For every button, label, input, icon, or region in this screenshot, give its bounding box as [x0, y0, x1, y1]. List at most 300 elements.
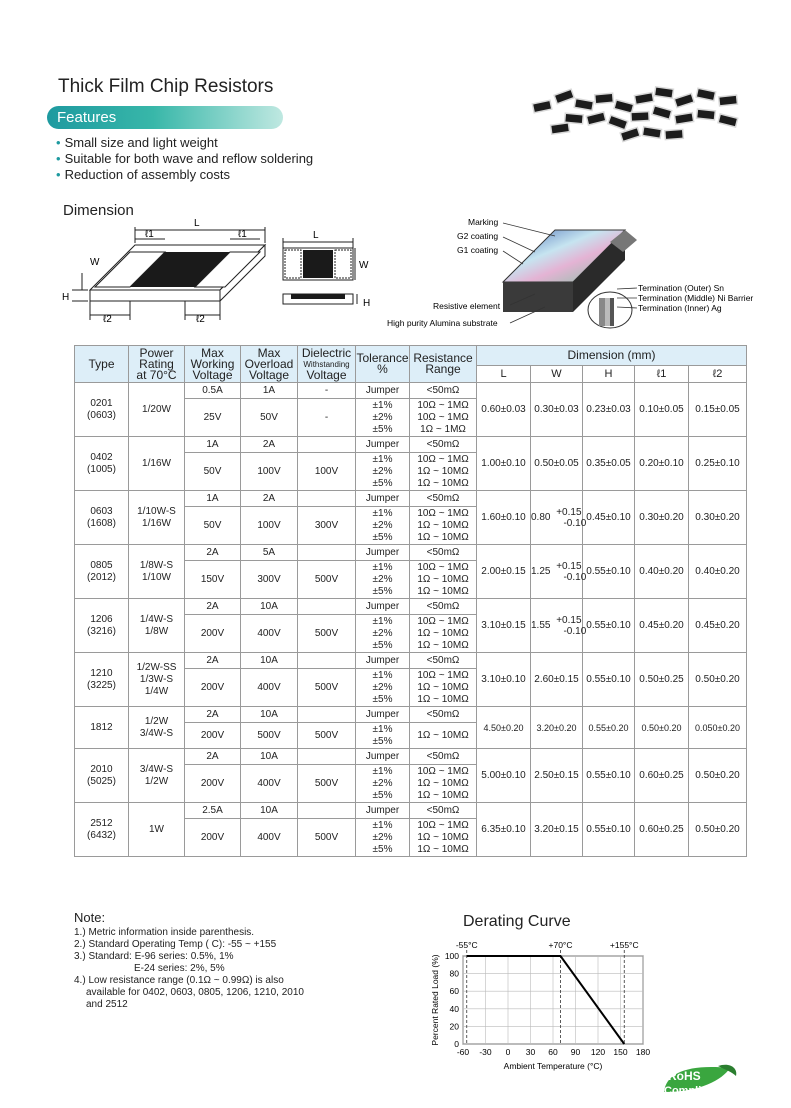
annotation-label: +155°C	[609, 940, 639, 950]
cell-line: 1Ω ~ 10MΩ	[417, 681, 469, 693]
l2-label-left: ℓ2	[103, 314, 112, 325]
cell-res-range	[410, 453, 477, 491]
x-tick-label: 120	[590, 1047, 606, 1057]
cell-res-tol	[356, 723, 410, 749]
cell-dim: 3.10±0.10	[477, 653, 531, 707]
rohs-badge	[660, 1062, 740, 1100]
cell-line: 1Ω ~ 10MΩ	[417, 831, 469, 843]
y-tick-label: 60	[449, 986, 459, 997]
dim-W-tol-minus: -0.10	[563, 571, 587, 583]
cell-dim: 0.40±0.20	[689, 545, 747, 599]
cell-res-range	[410, 819, 477, 857]
y-tick-label: 80	[449, 968, 459, 979]
cell-line: 10Ω ~ 1MΩ	[417, 399, 469, 411]
cell-line: 1/16W	[142, 517, 171, 529]
cell-res-tol	[356, 453, 410, 491]
cell-jumper-range: <50mΩ	[410, 707, 477, 723]
cell-jumper-mov: 10A	[241, 707, 298, 723]
cell-jumper-tol: Jumper	[356, 749, 410, 765]
cell-jumper-tol: Jumper	[356, 545, 410, 561]
cell-res-dwv: 500V	[298, 669, 356, 707]
cell-line: 1210	[90, 667, 113, 679]
W-label: W	[90, 257, 100, 268]
cell-line: ±2%	[372, 777, 393, 789]
cell-res-tol	[356, 819, 410, 857]
dim-W-tol-plus: +0.15	[556, 614, 582, 626]
cell-line: 1/10W	[142, 571, 171, 583]
dim-W-tol-plus: +0.15	[556, 506, 582, 518]
header-dim-L: L	[477, 366, 531, 383]
header-dim-W: W	[531, 366, 583, 383]
header-dielectric-voltage: Dielectric Withstanding Voltage	[298, 346, 356, 383]
dim-W-tol-minus: -0.10	[563, 625, 587, 637]
cell-type	[75, 383, 129, 437]
cell-dim: 0.23±0.03	[583, 383, 635, 437]
cell-line: 10Ω ~ 1MΩ	[417, 561, 469, 573]
header-dim-H: H	[583, 366, 635, 383]
cell-res-mwv: 150V	[185, 561, 241, 599]
cell-jumper-mwv: 2A	[185, 599, 241, 615]
cell-dim: 0.50±0.05	[531, 437, 583, 491]
cell-type	[75, 803, 129, 857]
cell-dim: 0.55±0.10	[583, 803, 635, 857]
cell-line: 1206	[90, 613, 113, 625]
note-item: 2.) Standard Operating Temp ( C): -55 ~ +155	[74, 939, 277, 950]
cell-line: (3216)	[87, 625, 116, 637]
cell-jumper-tol: Jumper	[356, 803, 410, 819]
cell-res-tol	[356, 561, 410, 599]
dimension-title: Dimension	[63, 202, 134, 219]
x-tick-label: 60	[548, 1047, 558, 1057]
header-max-working-voltage: Max Working Voltage	[185, 346, 241, 383]
rohs-compliant: Compliant	[664, 1085, 718, 1097]
cell-line: ±2%	[372, 519, 393, 531]
cell-line: 1/8W-S	[139, 559, 174, 571]
note-item: 1.) Metric information inside parenthesis.	[74, 927, 255, 938]
cell-line: ±1%	[372, 561, 393, 573]
features-label: Features	[57, 109, 117, 126]
cell-res-mwv: 200V	[185, 765, 241, 803]
term-outer-label: Termination (Outer) Sn	[638, 283, 724, 293]
rohs-label: RoHS	[668, 1069, 701, 1083]
x-tick-label: -60	[456, 1047, 470, 1057]
l1-label-left: ℓ1	[145, 229, 154, 240]
cell-res-mwv: 200V	[185, 615, 241, 653]
cell-res-range	[410, 669, 477, 707]
cell-dim: 4.50±0.20	[477, 707, 531, 749]
cell-res-mov: 400V	[241, 765, 298, 803]
cell-jumper-mov: 1A	[241, 383, 298, 399]
cell-line: (2012)	[87, 571, 116, 583]
cell-jumper-mov: 2A	[241, 491, 298, 507]
cell-line: 1W	[149, 823, 164, 835]
cell-dim: 0.20±0.10	[635, 437, 689, 491]
g2-label: G2 coating	[457, 231, 499, 241]
cell-line: 10Ω ~ 1MΩ	[417, 453, 469, 465]
cell-dim: 0.60±0.25	[635, 803, 689, 857]
cell-dim: 0.50±0.20	[689, 653, 747, 707]
cell-line: 1Ω ~ 10MΩ	[417, 531, 469, 543]
cell-res-range	[410, 723, 477, 749]
cell-dim: 5.00±0.10	[477, 749, 531, 803]
cell-line: ±2%	[372, 681, 393, 693]
cell-dim: 0.55±0.10	[583, 545, 635, 599]
header-power: Power Rating at 70°C	[129, 346, 185, 383]
cell-type	[75, 653, 129, 707]
note-item: available for 0402, 0603, 0805, 1206, 1210, 2010	[86, 987, 304, 998]
cell-dim: 3.20±0.20	[531, 707, 583, 749]
marking-label: Marking	[468, 217, 499, 227]
cell-line: ±2%	[372, 573, 393, 585]
features-header	[47, 106, 283, 129]
cell-jumper-tol: Jumper	[356, 599, 410, 615]
x-tick-label: 180	[635, 1047, 651, 1057]
cell-dim: 0.60±0.03	[477, 383, 531, 437]
cell-jumper-range: <50mΩ	[410, 803, 477, 819]
cell-dim: 1.00±0.10	[477, 437, 531, 491]
table-row	[75, 707, 747, 723]
cell-line: ±5%	[372, 639, 393, 651]
cell-res-dwv: 500V	[298, 561, 356, 599]
cell-res-mov: 400V	[241, 615, 298, 653]
cell-res-dwv: 500V	[298, 765, 356, 803]
note-item: 3.) Standard: E-96 series: 0.5%, 1%	[74, 951, 234, 962]
cell-line: ±2%	[372, 627, 393, 639]
cell-line: 0805	[90, 559, 113, 571]
cell-line: 1/10W-S	[137, 505, 176, 517]
cell-dim: 2.50±0.15	[531, 749, 583, 803]
table-row	[75, 599, 747, 615]
cell-power	[129, 383, 185, 437]
y-tick-label: 100	[444, 951, 459, 961]
x-tick-label: 150	[613, 1047, 628, 1057]
cell-res-mov: 500V	[241, 723, 298, 749]
cell-dim: 0.45±0.20	[689, 599, 747, 653]
cell-res-mov: 50V	[241, 399, 298, 437]
cell-line: ±5%	[372, 789, 393, 801]
cell-line: ±1%	[372, 669, 393, 681]
table-row	[75, 545, 747, 561]
table-row	[75, 803, 747, 819]
top-L-label: L	[313, 230, 319, 241]
cell-power	[129, 599, 185, 653]
term-inner-label: Termination (Inner) Ag	[638, 303, 722, 313]
cell-res-tol	[356, 507, 410, 545]
cell-res-range	[410, 765, 477, 803]
cell-res-mov: 400V	[241, 819, 298, 857]
dim-W-tol-plus: +0.15	[556, 560, 582, 572]
cell-dim: 1.60±0.10	[477, 491, 531, 545]
cell-line: 1/8W	[144, 625, 169, 637]
side-H-label: H	[363, 298, 371, 309]
cell-jumper-mov: 10A	[241, 599, 298, 615]
cell-jumper-mov: 5A	[241, 545, 298, 561]
resistive-label: Resistive element	[433, 301, 501, 311]
cell-line: 1/2W-SS	[136, 661, 177, 673]
cell-line: ±2%	[372, 465, 393, 477]
cell-line: 1Ω ~ 1MΩ	[420, 423, 466, 435]
table-row	[75, 437, 747, 453]
cell-line: 3/4W-S	[139, 763, 174, 775]
cell-line: 1/16W	[142, 457, 171, 469]
cell-line: ±5%	[372, 531, 393, 543]
cell-jumper-dwv	[298, 545, 356, 561]
cell-line: ±5%	[372, 693, 393, 705]
cell-line: ±5%	[372, 735, 393, 747]
cell-jumper-mwv: 2A	[185, 653, 241, 669]
l1-label-right: ℓ1	[238, 229, 247, 240]
cell-line: (5025)	[87, 775, 116, 787]
cell-dim: 0.40±0.20	[635, 545, 689, 599]
cell-line: 1Ω ~ 10MΩ	[417, 465, 469, 477]
x-axis-label: Ambient Temperature (°C)	[503, 1061, 603, 1071]
x-tick-label: -30	[479, 1047, 492, 1057]
cell-jumper-range: <50mΩ	[410, 545, 477, 561]
cell-res-dwv: -	[298, 399, 356, 437]
cell-dim: 0.55±0.20	[583, 707, 635, 749]
cell-line: ±1%	[372, 819, 393, 831]
header-dim-l2: ℓ2	[689, 366, 747, 383]
spec-table-body	[75, 383, 747, 857]
cell-jumper-mwv: 2A	[185, 749, 241, 765]
cell-res-mwv: 200V	[185, 723, 241, 749]
cell-res-dwv: 100V	[298, 453, 356, 491]
table-row	[75, 383, 747, 399]
table-row	[75, 653, 747, 669]
cell-dim: 6.35±0.10	[477, 803, 531, 857]
cell-line: ±1%	[372, 723, 393, 735]
cell-power	[129, 707, 185, 749]
cell-res-mwv: 50V	[185, 453, 241, 491]
x-tick-label: 30	[525, 1047, 536, 1057]
cell-jumper-dwv	[298, 803, 356, 819]
cell-jumper-tol: Jumper	[356, 653, 410, 669]
l2-label-right: ℓ2	[196, 314, 205, 325]
header-resistance-range: Resistance Range	[410, 346, 477, 383]
cell-dim: 0.30±0.03	[531, 383, 583, 437]
cell-dim	[531, 599, 587, 653]
cell-line: 1Ω ~ 10MΩ	[417, 729, 469, 741]
cell-res-dwv: 300V	[298, 507, 356, 545]
cell-type	[75, 599, 129, 653]
cell-res-dwv: 500V	[298, 723, 356, 749]
cell-res-range	[410, 615, 477, 653]
cell-line: ±5%	[372, 585, 393, 597]
cell-line: ±2%	[372, 831, 393, 843]
cell-line: (1608)	[87, 517, 116, 529]
cell-jumper-range: <50mΩ	[410, 653, 477, 669]
cell-jumper-range: <50mΩ	[410, 749, 477, 765]
dim-W-base: 1.55	[531, 619, 551, 631]
cell-line: 1/3W-S	[139, 673, 174, 685]
cell-line: ±1%	[372, 507, 393, 519]
cell-line: 2010	[90, 763, 113, 775]
cell-dim: 0.35±0.05	[583, 437, 635, 491]
cell-line: 10Ω ~ 1MΩ	[417, 669, 469, 681]
cell-line: 10Ω ~ 1MΩ	[417, 411, 469, 423]
cell-line: 1/2W	[144, 775, 169, 787]
cell-jumper-tol: Jumper	[356, 383, 410, 399]
dim-W-tol-minus: -0.10	[563, 517, 587, 529]
note-item: and 2512	[86, 999, 128, 1010]
x-tick-label: 0	[505, 1047, 511, 1057]
feature-item: • Reduction of assembly costs	[56, 167, 313, 183]
cell-dim: 0.30±0.20	[635, 491, 689, 545]
cell-res-mov: 400V	[241, 669, 298, 707]
cell-line: 1/4W-S	[139, 613, 174, 625]
cell-res-mwv: 200V	[185, 669, 241, 707]
cell-line: 1/4W	[144, 685, 169, 697]
derating-title: Derating Curve	[463, 913, 571, 930]
cell-dim: 3.10±0.15	[477, 599, 531, 653]
cell-line: 1Ω ~ 10MΩ	[417, 693, 469, 705]
cell-res-mov: 100V	[241, 507, 298, 545]
cell-res-tol	[356, 399, 410, 437]
cell-jumper-mwv: 2.5A	[185, 803, 241, 819]
cell-res-mov: 300V	[241, 561, 298, 599]
cell-line: 1/20W	[142, 403, 171, 415]
cell-line: ±5%	[372, 843, 393, 855]
cell-line: 1/2W	[144, 715, 169, 727]
header-tolerance: Tolerance %	[356, 346, 410, 383]
cell-jumper-mwv: 1A	[185, 437, 241, 453]
cell-jumper-dwv	[298, 599, 356, 615]
cell-line: ±5%	[372, 477, 393, 489]
cell-line: 0402	[90, 451, 113, 463]
header-type: Type	[75, 346, 129, 383]
cell-jumper-mwv: 2A	[185, 707, 241, 723]
y-tick-label: 0	[454, 1039, 459, 1049]
cell-dim: 0.15±0.05	[689, 383, 747, 437]
cell-dim: 0.10±0.05	[635, 383, 689, 437]
cell-res-dwv: 500V	[298, 819, 356, 857]
cell-dim: 0.60±0.25	[635, 749, 689, 803]
cell-line: 1Ω ~ 10MΩ	[417, 573, 469, 585]
cell-line: 1Ω ~ 10MΩ	[417, 777, 469, 789]
x-tick-label: 90	[570, 1047, 581, 1057]
cell-dim	[531, 545, 587, 599]
y-tick-label: 40	[449, 1003, 459, 1014]
cell-line: (3225)	[87, 679, 116, 691]
cell-jumper-tol: Jumper	[356, 437, 410, 453]
cell-jumper-mov: 10A	[241, 803, 298, 819]
cell-jumper-range: <50mΩ	[410, 599, 477, 615]
cell-res-mwv: 200V	[185, 819, 241, 857]
cell-dim: 0.50±0.20	[635, 707, 689, 749]
cell-line: 1Ω ~ 10MΩ	[417, 639, 469, 651]
cell-jumper-mov: 10A	[241, 749, 298, 765]
cell-type	[75, 707, 129, 749]
cell-power	[129, 437, 185, 491]
header-dim-l1: ℓ1	[635, 366, 689, 383]
dim-W-base: 0.80	[531, 511, 551, 523]
cell-line: 1Ω ~ 10MΩ	[417, 585, 469, 597]
g1-label: G1 coating	[457, 245, 499, 255]
features-list	[56, 135, 313, 183]
cell-jumper-dwv	[298, 707, 356, 723]
cell-line: 10Ω ~ 1MΩ	[417, 507, 469, 519]
y-axis-label: Percent Rated Load (%)	[430, 954, 440, 1046]
cell-jumper-mov: 2A	[241, 437, 298, 453]
header-max-overload-voltage: Max Overload Voltage	[241, 346, 298, 383]
cell-dim: 0.50±0.20	[689, 803, 747, 857]
derating-chart	[428, 938, 658, 1078]
header-dimension: Dimension (mm)	[477, 346, 747, 366]
construction-diagram	[385, 212, 765, 334]
cell-line: 3/4W-S	[139, 727, 174, 739]
table-row	[75, 749, 747, 765]
cell-line: 0603	[90, 505, 113, 517]
cell-line: 1Ω ~ 10MΩ	[417, 843, 469, 855]
cell-line: 10Ω ~ 1MΩ	[417, 765, 469, 777]
cell-dim: 2.00±0.15	[477, 545, 531, 599]
cell-line: 1Ω ~ 10MΩ	[417, 789, 469, 801]
cell-res-tol	[356, 669, 410, 707]
cell-dim: 0.55±0.10	[583, 599, 635, 653]
L-label: L	[194, 218, 200, 229]
cell-line: 0201	[90, 397, 113, 409]
cell-line: ±2%	[372, 411, 393, 423]
cell-line: 10Ω ~ 1MΩ	[417, 819, 469, 831]
notes-list	[74, 927, 304, 1011]
cell-line: ±1%	[372, 453, 393, 465]
cell-jumper-dwv	[298, 749, 356, 765]
chip-isometric-diagram	[60, 215, 270, 325]
cell-type	[75, 545, 129, 599]
cell-res-tol	[356, 765, 410, 803]
cell-line: 2512	[90, 817, 113, 829]
cell-line: ±1%	[372, 399, 393, 411]
cell-res-mwv: 50V	[185, 507, 241, 545]
cell-jumper-range: <50mΩ	[410, 383, 477, 399]
cell-power	[129, 803, 185, 857]
cell-dim: 0.50±0.20	[689, 749, 747, 803]
cell-res-range	[410, 507, 477, 545]
note-item: E-24 series: 2%, 5%	[134, 963, 225, 974]
cell-line: 1812	[90, 721, 113, 733]
resistor-photo	[525, 80, 755, 150]
top-W-label: W	[359, 260, 369, 271]
page-title: Thick Film Chip Resistors	[58, 76, 274, 97]
annotation-label: +70°C	[548, 940, 573, 950]
cell-dim: 0.55±0.10	[583, 653, 635, 707]
cell-line: (1005)	[87, 463, 116, 475]
cell-jumper-mwv: 2A	[185, 545, 241, 561]
cell-line: ±1%	[372, 765, 393, 777]
cell-line: 1Ω ~ 10MΩ	[417, 627, 469, 639]
cell-res-mov: 100V	[241, 453, 298, 491]
cell-dim: 0.45±0.10	[583, 491, 635, 545]
cell-line: 1Ω ~ 10MΩ	[417, 519, 469, 531]
cell-dim: 0.050±0.20	[689, 707, 747, 749]
cell-res-range	[410, 561, 477, 599]
cell-line: 1Ω ~ 10MΩ	[417, 477, 469, 489]
cell-jumper-tol: Jumper	[356, 491, 410, 507]
chip-topside-diagram	[275, 228, 385, 313]
cell-jumper-dwv	[298, 653, 356, 669]
cell-res-range	[410, 399, 477, 437]
cell-power	[129, 653, 185, 707]
annotation-label: -55°C	[455, 940, 478, 950]
cell-line: (0603)	[87, 409, 116, 421]
y-tick-label: 20	[449, 1021, 459, 1032]
substrate-label: High purity Alumina substrate	[387, 318, 498, 328]
cell-jumper-dwv	[298, 491, 356, 507]
term-middle-label: Termination (Middle) Ni Barrier	[638, 293, 754, 303]
cell-power	[129, 749, 185, 803]
cell-line: ±1%	[372, 615, 393, 627]
cell-dim	[531, 491, 587, 545]
